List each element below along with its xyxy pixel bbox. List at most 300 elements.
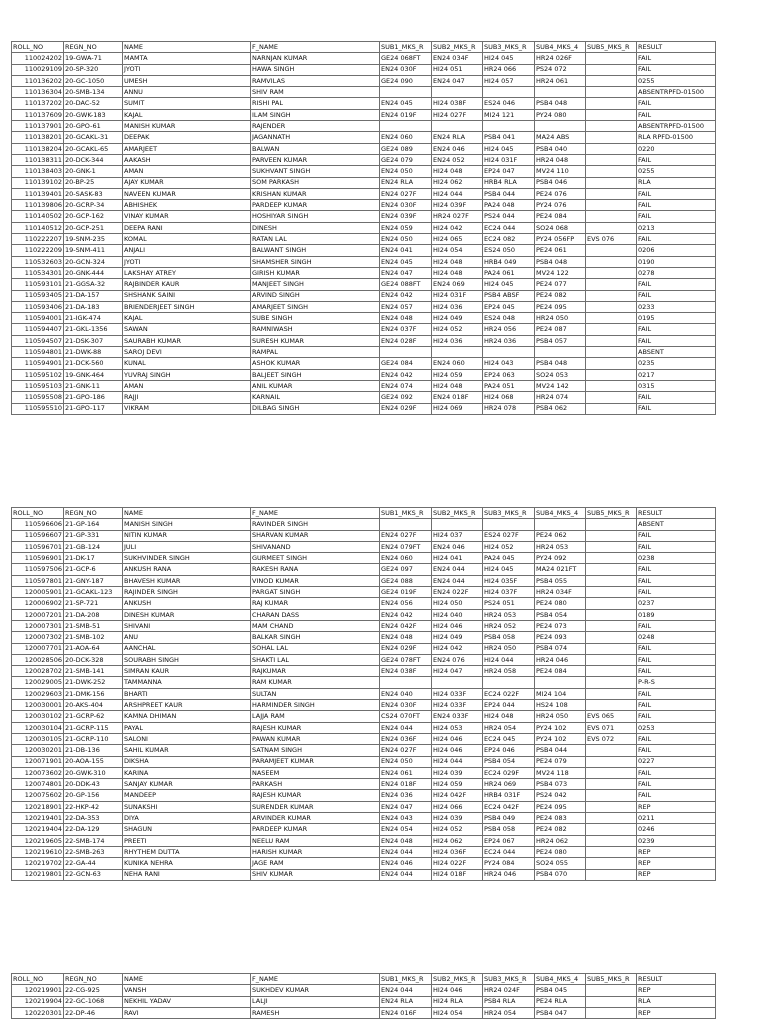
table-cell [483, 347, 535, 358]
table-cell: MAMTA [123, 53, 251, 64]
table-row [12, 403, 716, 414]
table-cell: PE24 087 [535, 324, 586, 335]
table-cell: EN24 016F [380, 1007, 432, 1018]
table-cell [586, 700, 637, 711]
table-cell [586, 245, 637, 256]
table-cell [380, 677, 432, 688]
table-cell [586, 301, 637, 312]
table-cell: EVS 076 [586, 234, 637, 245]
table-cell: 0237 [637, 598, 716, 609]
table-cell: 120219404 [12, 824, 64, 835]
table-cell: KUNAL [123, 358, 251, 369]
table-cell: EN24 060 [380, 132, 432, 143]
table-cell: 0278 [637, 267, 716, 278]
table-cell: 110138311 [12, 154, 64, 165]
table-cell: GE24 084 [380, 358, 432, 369]
table-cell [586, 813, 637, 824]
table-cell: PARKASH [251, 779, 380, 790]
table-cell: FAIL [637, 234, 716, 245]
table-cell [586, 756, 637, 767]
table-cell: HI24 049 [432, 313, 483, 324]
table-cell [586, 109, 637, 120]
table-cell: RAVINDER SINGH [251, 519, 380, 530]
table-cell: 20-GCP-162 [64, 211, 123, 222]
table-cell: PE24 084 [535, 666, 586, 677]
table-cell: 21-DWK-252 [64, 677, 123, 688]
table-cell [586, 620, 637, 631]
table-cell: RLA RPFD-01500 [637, 132, 716, 143]
table-row [12, 369, 716, 380]
table-cell: PE24 082 [535, 290, 586, 301]
table-cell: 21-GPO-117 [64, 403, 123, 414]
table-cell: CHARAN DASS [251, 609, 380, 620]
table-cell [432, 677, 483, 688]
table-row [12, 245, 716, 256]
table-cell: REP [637, 846, 716, 857]
table-cell: SHARVAN KUMAR [251, 530, 380, 541]
table-cell [586, 996, 637, 1007]
table-row [12, 519, 716, 530]
table-cell [586, 767, 637, 778]
table-cell: EN24 029F [380, 643, 432, 654]
table-cell: EC24 042F [483, 801, 535, 812]
table-cell: PSB4 045 [535, 985, 586, 996]
table-cell: 120219904 [12, 996, 64, 1007]
table-cell: EN24 045 [380, 256, 432, 267]
table-cell: NEKHIL YADAV [123, 996, 251, 1007]
table-cell: 110138403 [12, 166, 64, 177]
table-cell [586, 75, 637, 86]
table-cell: PE24 080 [535, 598, 586, 609]
table-cell: AMARJEET SINGH [251, 301, 380, 312]
table-cell [432, 121, 483, 132]
table-cell: MI24 121 [483, 109, 535, 120]
table-cell: HRB4 049 [483, 256, 535, 267]
table-cell: 21-GP-164 [64, 519, 123, 530]
table-cell: GE24 090 [380, 75, 432, 86]
table-cell: HI24 036 [432, 301, 483, 312]
table-cell: FAIL [637, 64, 716, 75]
table-row [12, 1007, 716, 1018]
table-cell: 110597506 [12, 564, 64, 575]
table-cell: SOURABH SINGH [123, 654, 251, 665]
table-cell: HRB4 031F [483, 790, 535, 801]
table-cell: 120219610 [12, 846, 64, 857]
results-table-1 [11, 41, 716, 415]
table-cell: RAMPAL [251, 347, 380, 358]
table-cell: 120030001 [12, 700, 64, 711]
table-cell: EN24 039F [380, 211, 432, 222]
table-cell: 21-DWK-88 [64, 347, 123, 358]
table-cell: EN24 019F [380, 109, 432, 120]
table-cell: 110595510 [12, 403, 64, 414]
table-cell: 110222209 [12, 245, 64, 256]
table-cell: EN24 028F [380, 335, 432, 346]
table-cell: PE24 062 [535, 530, 586, 541]
table-cell: SALONI [123, 733, 251, 744]
table-cell: HI24 050 [432, 598, 483, 609]
table-cell: FAIL [637, 541, 716, 552]
table-cell [586, 211, 637, 222]
table-row [12, 177, 716, 188]
table-cell: PSB4 048 [535, 98, 586, 109]
table-cell: HI24 035F [483, 575, 535, 586]
table-cell: ANU [123, 632, 251, 643]
table-cell: ABSENTRPFD-01500 [637, 121, 716, 132]
table-cell: HR24 034F [535, 587, 586, 598]
table-cell: 110139401 [12, 188, 64, 199]
table-cell: HI24 048 [432, 267, 483, 278]
column-header: SUB5_MKS_R [586, 508, 637, 519]
table-cell: ILAM SINGH [251, 109, 380, 120]
table-body [12, 508, 716, 881]
table-row [12, 779, 716, 790]
table-cell: NARNJAN KUMAR [251, 53, 380, 64]
table-cell: HI24 022F [432, 858, 483, 869]
table-cell: DEEPA RANI [123, 222, 251, 233]
table-cell [586, 177, 637, 188]
table-row [12, 324, 716, 335]
table-cell: PSB4 062 [535, 403, 586, 414]
table-cell: ANKUSH RANA [123, 564, 251, 575]
table-row [12, 711, 716, 722]
table-cell [586, 166, 637, 177]
table-row [12, 211, 716, 222]
table-cell: SHSHANK SAINI [123, 290, 251, 301]
table-cell [586, 369, 637, 380]
table-cell: PSB4 044 [535, 745, 586, 756]
table-cell: 20-DAC-52 [64, 98, 123, 109]
table-cell: PA24 048 [483, 200, 535, 211]
table-row [12, 267, 716, 278]
table-cell: MANDEEP [123, 790, 251, 801]
table-cell: FAIL [637, 790, 716, 801]
table-cell [483, 87, 535, 98]
table-cell: SO24 055 [535, 858, 586, 869]
table-cell: MV24 110 [535, 166, 586, 177]
table-cell: JYOTI [123, 64, 251, 75]
table-cell: SAHIL KUMAR [123, 745, 251, 756]
table-cell: EN24 047 [380, 267, 432, 278]
table-cell [586, 666, 637, 677]
table-cell [586, 121, 637, 132]
table-cell: PSB4 073 [535, 779, 586, 790]
table-cell: EN24 050 [380, 234, 432, 245]
table-cell: RLA [637, 177, 716, 188]
table-row [12, 279, 716, 290]
table-cell [586, 564, 637, 575]
table-cell: MAM CHAND [251, 620, 380, 631]
table-cell: PAWAN KUMAR [251, 733, 380, 744]
table-cell: SUKHVANT SINGH [251, 166, 380, 177]
table-cell: 110596606 [12, 519, 64, 530]
table-cell: 20-GWK-310 [64, 767, 123, 778]
table-cell: 20-SASK-83 [64, 188, 123, 199]
table-cell: 110136202 [12, 75, 64, 86]
table-cell: SHAKTI LAL [251, 654, 380, 665]
table-cell: EN24 018F [432, 392, 483, 403]
table-cell: 0189 [637, 609, 716, 620]
table-cell: SOHAL LAL [251, 643, 380, 654]
table-row [12, 380, 716, 391]
table-cell: EN24 029F [380, 403, 432, 414]
table-cell: EN24 030F [380, 64, 432, 75]
table-cell: EN24 074 [380, 380, 432, 391]
table-cell: HI24 038F [432, 98, 483, 109]
table-row [12, 996, 716, 1007]
table-cell: 22-DA-353 [64, 813, 123, 824]
table-cell: PSB4 058 [483, 824, 535, 835]
table-cell: HR24 054 [483, 722, 535, 733]
table-cell [586, 801, 637, 812]
table-cell: ES24 027F [483, 530, 535, 541]
table-cell: SANJAY KUMAR [123, 779, 251, 790]
table-cell: PSB4 055 [535, 575, 586, 586]
table-cell: 20-DCK-344 [64, 154, 123, 165]
table-cell: HI24 062 [432, 835, 483, 846]
table-cell: RAJJI [123, 392, 251, 403]
table-cell: 120007301 [12, 620, 64, 631]
table-row [12, 846, 716, 857]
table-cell: EN24 RLA [380, 177, 432, 188]
table-cell: HAWA SINGH [251, 64, 380, 75]
table-cell: DIKSHA [123, 756, 251, 767]
table-row [12, 143, 716, 154]
table-cell: 0211 [637, 813, 716, 824]
table-cell: 110595103 [12, 380, 64, 391]
table-cell: PSB4 049 [483, 813, 535, 824]
table-cell: SAURABH KUMAR [123, 335, 251, 346]
table-cell: KARNAIL [251, 392, 380, 403]
table-cell: BALWAN [251, 143, 380, 154]
table-cell: FAIL [637, 711, 716, 722]
table-cell: HI24 027F [432, 109, 483, 120]
table-cell: EN24 076 [432, 654, 483, 665]
table-cell [586, 154, 637, 165]
table-cell: 120005901 [12, 587, 64, 598]
table-cell: 19-GNK-464 [64, 369, 123, 380]
table-cell: HI24 044 [432, 188, 483, 199]
table-cell: EN24 037F [380, 324, 432, 335]
table-cell: PA24 045 [483, 553, 535, 564]
table-cell: ABSENT [637, 347, 716, 358]
table-cell: HI24 040 [432, 609, 483, 620]
table-cell [586, 313, 637, 324]
table-row [12, 869, 716, 880]
table-cell: 20-GNK-1 [64, 166, 123, 177]
table-cell [586, 222, 637, 233]
table-row [12, 166, 716, 177]
table-cell: EP24 044 [483, 700, 535, 711]
table-cell: GE24 019F [380, 587, 432, 598]
table-cell: 120030105 [12, 733, 64, 744]
table-cell: SAWAN [123, 324, 251, 335]
table-cell [586, 143, 637, 154]
table-cell: EN24 033F [432, 711, 483, 722]
table-cell: DINESH [251, 222, 380, 233]
table-cell: HR24 058 [483, 666, 535, 677]
table-cell: 22-GC-1068 [64, 996, 123, 1007]
table-cell: NITIN KUMAR [123, 530, 251, 541]
table-cell [432, 347, 483, 358]
table-cell: PE24 073 [535, 620, 586, 631]
table-row [12, 688, 716, 699]
table-cell: HI24 066 [432, 801, 483, 812]
table-cell: 0315 [637, 380, 716, 391]
table-cell: PSB4 ABSF [483, 290, 535, 301]
table-cell [586, 824, 637, 835]
table-cell: ANJALI [123, 245, 251, 256]
table-cell: AAKASH [123, 154, 251, 165]
table-cell: GURMEET SINGH [251, 553, 380, 564]
table-cell: EVS 071 [586, 722, 637, 733]
table-cell: 21-SMB-141 [64, 666, 123, 677]
table-cell: FAIL [637, 109, 716, 120]
table-cell: NEHA RANI [123, 869, 251, 880]
column-header: SUB3_MKS_R [483, 42, 535, 53]
column-header: SUB1_MKS_R [380, 508, 432, 519]
table-cell: RLA [637, 996, 716, 1007]
table-cell: 19-SNM-235 [64, 234, 123, 245]
table-cell: FAIL [637, 643, 716, 654]
column-header: ROLL_NO [12, 42, 64, 53]
table-cell: FAIL [637, 700, 716, 711]
table-cell: HI24 052 [432, 824, 483, 835]
table-cell: PE24 080 [535, 846, 586, 857]
table-cell: PSB4 048 [535, 256, 586, 267]
table-cell: 120028506 [12, 654, 64, 665]
table-cell: EN24 079FT [380, 541, 432, 552]
table-cell: 120007201 [12, 609, 64, 620]
table-cell: 21-GCP-6 [64, 564, 123, 575]
table-cell: HR24 027F [432, 211, 483, 222]
table-cell: HR24 050 [483, 643, 535, 654]
table-cell: 21-DCK-560 [64, 358, 123, 369]
table-row [12, 75, 716, 86]
table-cell: 21-GP-331 [64, 530, 123, 541]
table-cell: HI24 065 [432, 234, 483, 245]
table-cell: HI24 033F [432, 688, 483, 699]
table-row [12, 620, 716, 631]
table-cell: REP [637, 1007, 716, 1018]
table-cell [535, 519, 586, 530]
table-cell: GE24 088 [380, 575, 432, 586]
table-cell: 19-GWA-71 [64, 53, 123, 64]
table-cell [432, 87, 483, 98]
table-cell [586, 53, 637, 64]
table-cell: GIRISH KUMAR [251, 267, 380, 278]
table-cell: HI24 048 [432, 256, 483, 267]
table-cell: FAIL [637, 575, 716, 586]
table-cell: EC24 044 [483, 222, 535, 233]
table-row [12, 666, 716, 677]
table-cell: EC24 029F [483, 767, 535, 778]
table-cell: EN24 047 [432, 75, 483, 86]
table-row [12, 553, 716, 564]
table-cell [586, 392, 637, 403]
table-row [12, 132, 716, 143]
table-cell: PE24 084 [535, 211, 586, 222]
column-header: REGN_NO [64, 42, 123, 53]
table-cell: LAJJA RAM [251, 711, 380, 722]
table-cell: 120219702 [12, 858, 64, 869]
table-cell: 0239 [637, 835, 716, 846]
table-cell [586, 654, 637, 665]
table-cell: 0255 [637, 166, 716, 177]
table-cell: HI24 054 [432, 245, 483, 256]
table-cell: 110222207 [12, 234, 64, 245]
table-row [12, 700, 716, 711]
table-cell: FAIL [637, 200, 716, 211]
table-cell: MV24 118 [535, 767, 586, 778]
table-cell: PSB4 046 [535, 177, 586, 188]
table-cell: 21-SMB-51 [64, 620, 123, 631]
table-cell: EN24 060 [380, 553, 432, 564]
table-cell: REP [637, 869, 716, 880]
table-cell: PS24 042 [535, 790, 586, 801]
table-cell: EC24 022F [483, 688, 535, 699]
table-cell: EN24 018F [380, 779, 432, 790]
table-cell: PE24 095 [535, 301, 586, 312]
table-cell: EN24 034F [432, 53, 483, 64]
table-cell: HARMINDER SINGH [251, 700, 380, 711]
table-cell: EP24 045 [483, 301, 535, 312]
table-cell: 21-GGSA-32 [64, 279, 123, 290]
table-cell: FAIL [637, 530, 716, 541]
table-cell: 120007701 [12, 643, 64, 654]
table-cell: HI24 046 [432, 733, 483, 744]
table-cell: 0227 [637, 756, 716, 767]
table-cell: 110029109 [12, 64, 64, 75]
table-cell: DEEPAK [123, 132, 251, 143]
table-cell: HI24 052 [483, 541, 535, 552]
table-row [12, 87, 716, 98]
table-cell: HI24 042 [432, 222, 483, 233]
table-row [12, 335, 716, 346]
table-cell: 120075602 [12, 790, 64, 801]
table-cell: 120030102 [12, 711, 64, 722]
table-cell [380, 121, 432, 132]
table-cell: EN24 045 [380, 98, 432, 109]
table-cell: SO24 068 [535, 222, 586, 233]
table-cell: EN24 RLA [432, 132, 483, 143]
table-cell: 110138201 [12, 132, 64, 143]
table-cell: SAROJ DEVI [123, 347, 251, 358]
table-cell: PE24 076 [535, 188, 586, 199]
column-header: SUB2_MKS_R [432, 508, 483, 519]
table-body [12, 974, 716, 1019]
column-header: SUB2_MKS_R [432, 974, 483, 985]
table-cell: EC24 044 [483, 846, 535, 857]
table-cell: FAIL [637, 620, 716, 631]
table-cell: SURENDER KUMAR [251, 801, 380, 812]
table-cell: REP [637, 985, 716, 996]
table-cell [586, 553, 637, 564]
table-cell: EN24 044 [432, 564, 483, 575]
table-cell: PY24 084 [483, 858, 535, 869]
table-row [12, 154, 716, 165]
table-cell: 110136304 [12, 87, 64, 98]
table-cell: ANKUSH [123, 598, 251, 609]
table-cell: 21-GCAKL-123 [64, 587, 123, 598]
table-cell: 20-GCAKL-31 [64, 132, 123, 143]
table-cell: EN24 044 [380, 722, 432, 733]
column-header: SUB4_MKS_4 [535, 974, 586, 985]
table-cell: HI24 031F [483, 154, 535, 165]
table-cell: RISHI PAL [251, 98, 380, 109]
table-cell: PSB4 070 [535, 869, 586, 880]
table-row [12, 745, 716, 756]
